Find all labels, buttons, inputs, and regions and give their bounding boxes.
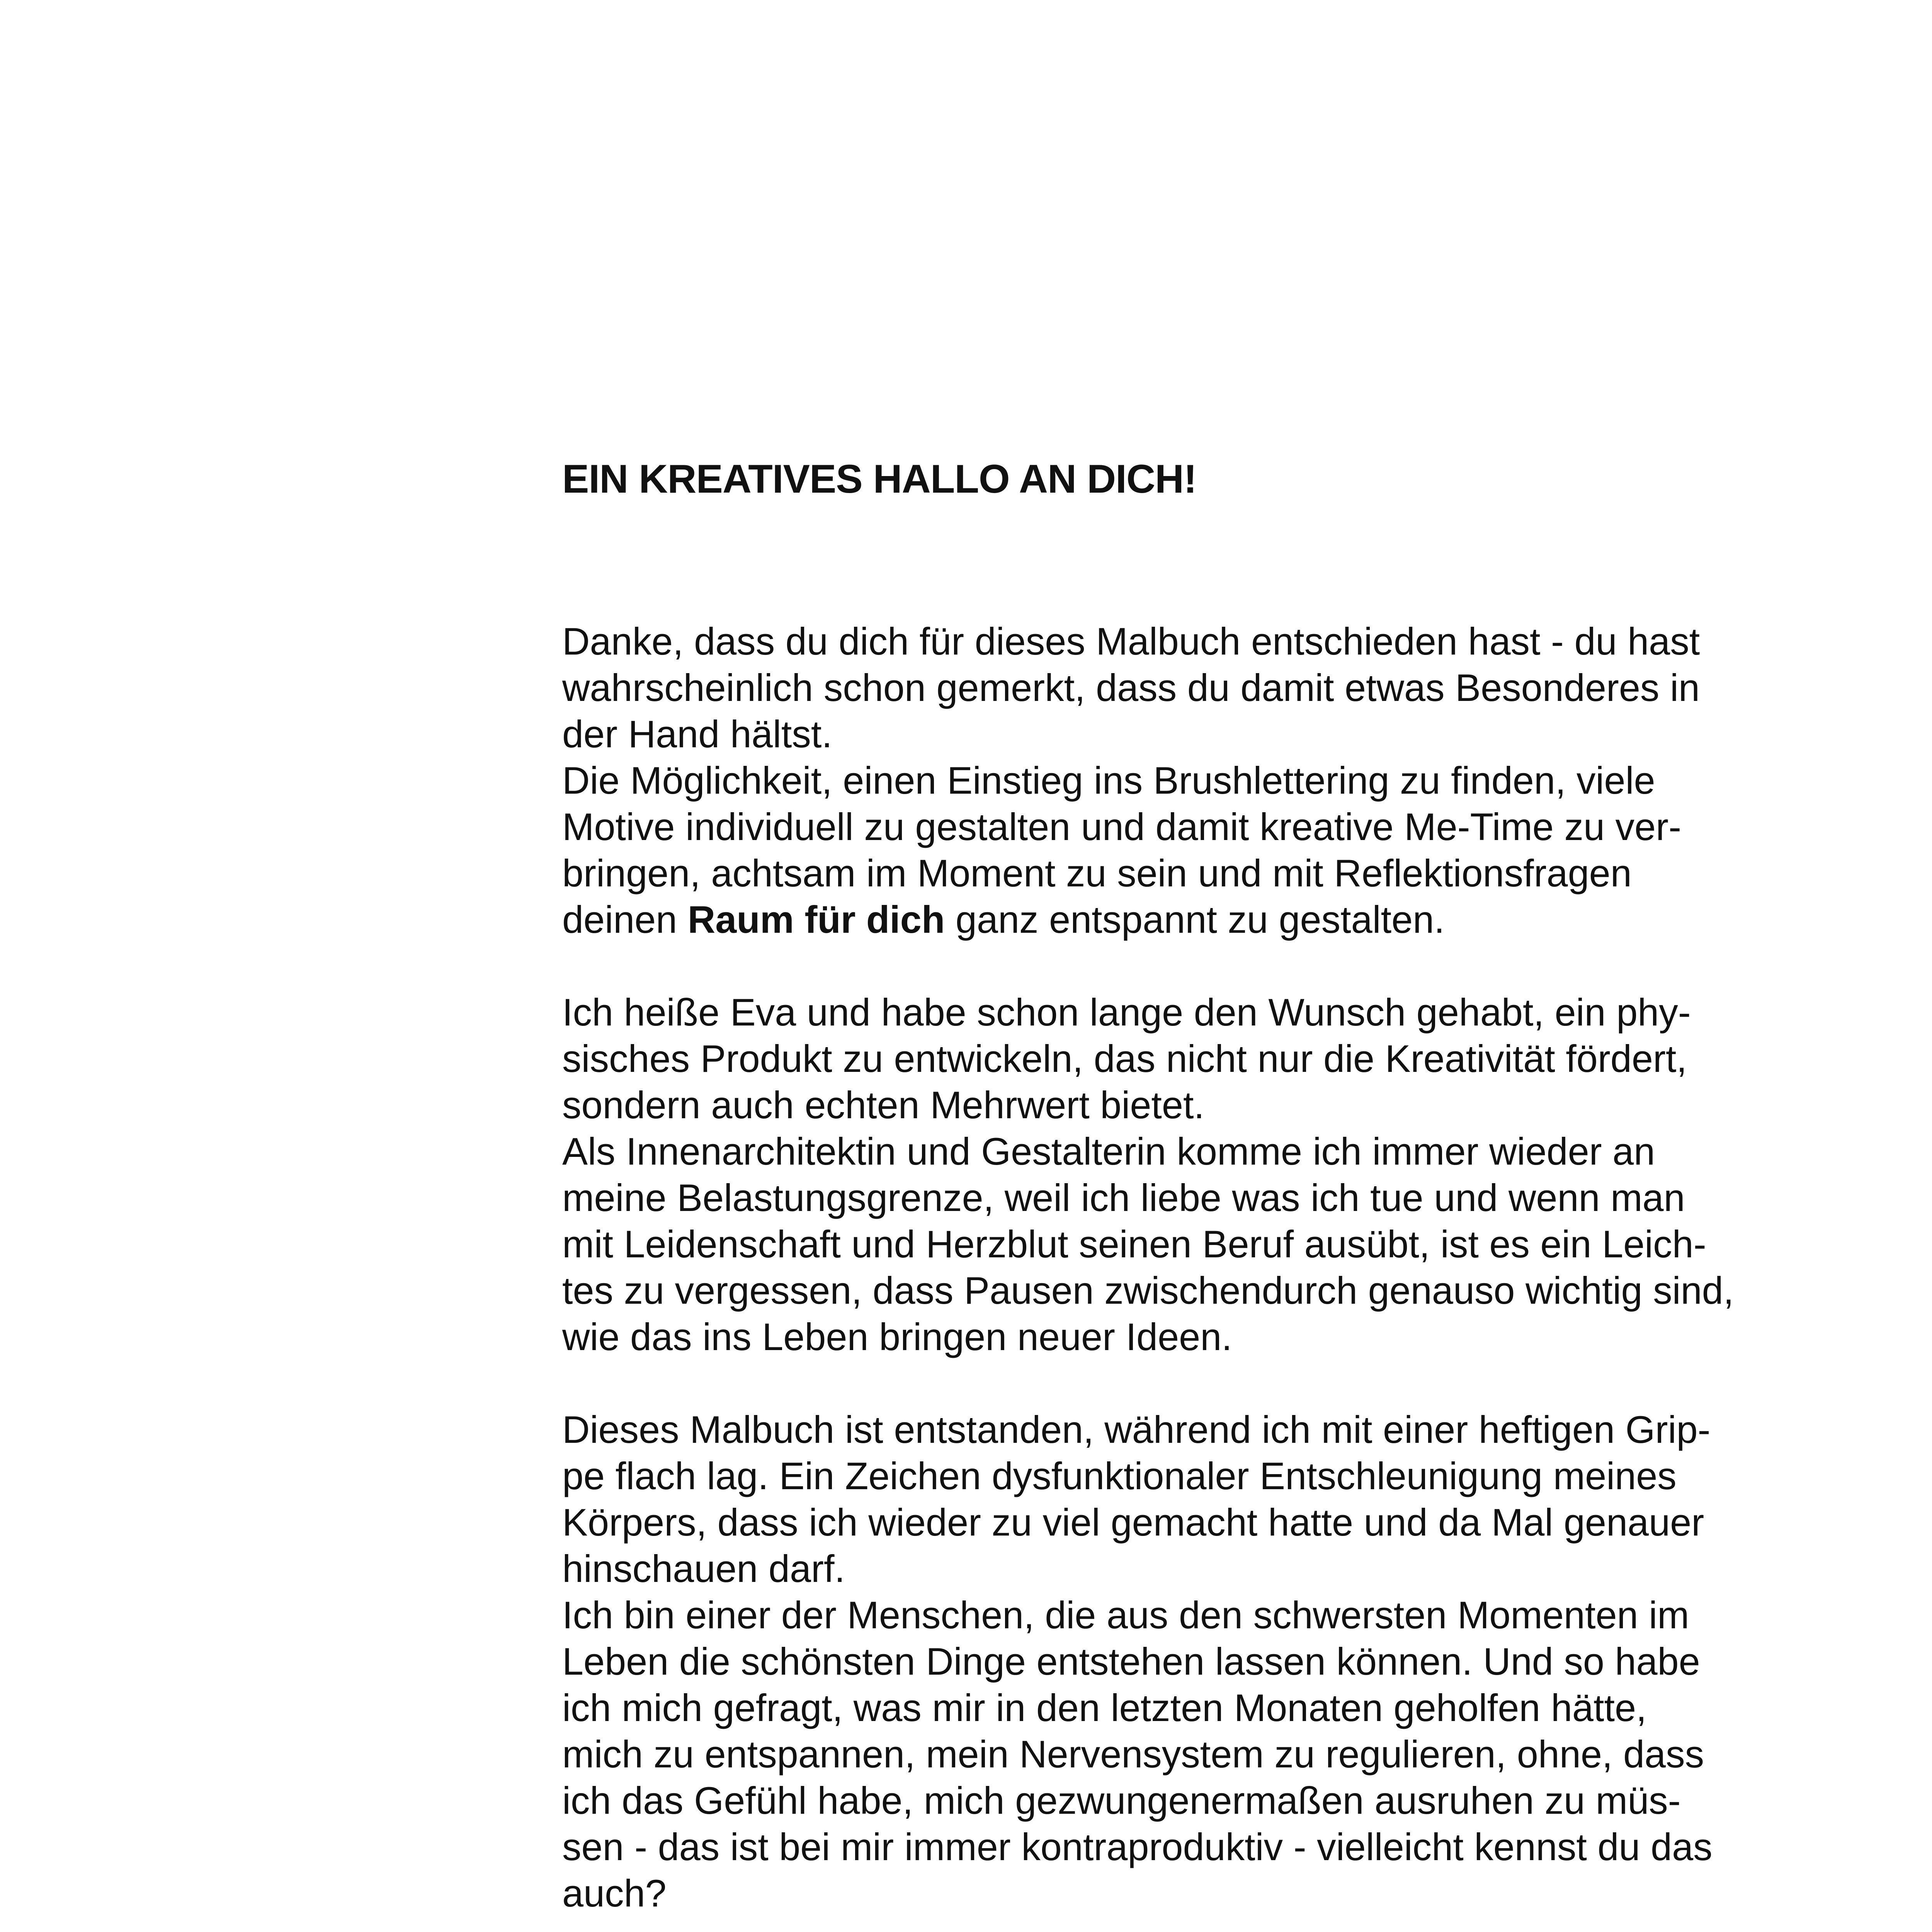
text-line: Dieses Malbuch ist entstanden, während ich mit einer heftigen Grip-	[562, 1408, 1711, 1451]
text-line: sondern auch echten Mehrwert bietet.	[562, 1083, 1204, 1126]
text-line: Motive individuell zu gestalten und damit kreative Me-Time zu ver-	[562, 805, 1682, 848]
text-line: mich zu entspannen, mein Nervensystem zu regulieren, ohne, dass	[562, 1733, 1704, 1776]
text-line: sen - das ist bei mir immer kontraproduktiv - vielleicht kennst du das	[562, 1825, 1713, 1868]
text-line: Körpers, dass ich wieder zu viel gemacht hatte und da Mal genauer	[562, 1501, 1704, 1544]
emphasis-raum-fuer-dich: Raum für dich	[687, 898, 945, 941]
text-line: wie das ins Leben bringen neuer Ideen.	[562, 1315, 1232, 1358]
text-line: Ich heiße Eva und habe schon lange den Wunsch gehabt, ein phy-	[562, 991, 1691, 1034]
text-line: meine Belastungsgrenze, weil ich liebe was ich tue und wenn man	[562, 1176, 1685, 1219]
text-line: ich das Gefühl habe, mich gezwungenermaßen ausruhen zu müs-	[562, 1779, 1681, 1822]
text-line: auch?	[562, 1872, 667, 1915]
page-title: EIN KREATIVES HALLO AN DICH!	[562, 457, 1197, 502]
text-line: Als Innenarchitektin und Gestalterin komme ich immer wieder an	[562, 1130, 1655, 1173]
text-line: Die Möglichkeit, einen Einstieg ins Brushlettering zu finden, viele	[562, 759, 1655, 802]
text-line-with-emphasis	[562, 896, 1837, 943]
text-line: hinschauen darf.	[562, 1547, 845, 1590]
paragraph-about-eva	[562, 989, 1837, 1360]
text-line: Leben die schönsten Dinge entstehen lassen können. Und so habe	[562, 1640, 1700, 1683]
text-fragment: ganz entspannt zu gestalten.	[945, 898, 1445, 941]
text-line: bringen, achtsam im Moment zu sein und mit Reflektionsfragen	[562, 852, 1632, 895]
text-line: wahrscheinlich schon gemerkt, dass du damit etwas Besonderes in	[562, 666, 1700, 709]
text-line: der Hand hältst.	[562, 713, 832, 755]
paragraph-origin	[562, 1406, 1837, 1917]
text-line: tes zu vergessen, dass Pausen zwischendurch genauso wichtig sind,	[562, 1269, 1734, 1312]
text-column	[562, 452, 1837, 1915]
text-fragment: deinen	[562, 898, 688, 941]
body-text	[562, 618, 1837, 1932]
text-line: mit Leidenschaft und Herzblut seinen Beruf ausübt, ist es ein Leich-	[562, 1223, 1706, 1265]
text-line: ich mich gefragt, was mir in den letzten Monaten geholfen hätte,	[562, 1686, 1647, 1729]
text-line: Ich bin einer der Menschen, die aus den schwersten Momenten im	[562, 1594, 1689, 1636]
text-line: Danke, dass du dich für dieses Malbuch entschieden hast - du hast	[562, 620, 1700, 663]
text-line: sisches Produkt zu entwickeln, das nicht nur die Kreativität fördert,	[562, 1037, 1687, 1080]
paragraph-intro	[562, 618, 1837, 943]
text-line: pe flach lag. Ein Zeichen dysfunktionaler Entschleunigung meines	[562, 1454, 1677, 1497]
